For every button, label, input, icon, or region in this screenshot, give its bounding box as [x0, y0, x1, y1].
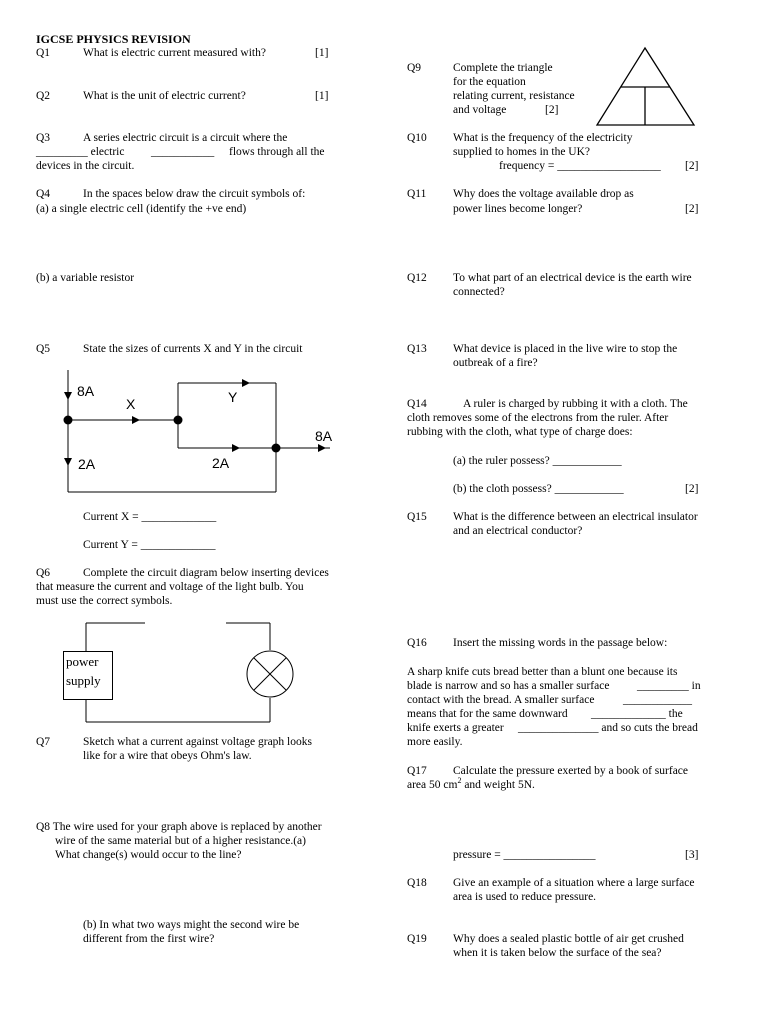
q17-superscript: 2	[457, 776, 462, 786]
q15-line1: What is the difference between an electrical insulator	[453, 511, 698, 523]
power-supply-box	[63, 651, 113, 700]
circuit-label-8a-in: 8A	[77, 383, 95, 399]
q11-line2: power lines become longer?	[453, 203, 583, 215]
q5-current-y: Current Y = _____________	[83, 539, 216, 551]
q19-number: Q19	[407, 933, 427, 945]
q6-line3: must use the correct symbols.	[36, 595, 173, 607]
q1-marks: [1]	[315, 47, 329, 59]
q3-line2a: _________ electric	[36, 146, 125, 158]
q16-passage-line4a: means that for the same downward	[407, 708, 568, 720]
q9-number: Q9	[407, 62, 422, 74]
q16-passage-line3a: contact with the bread. A smaller surface	[407, 694, 595, 706]
q6-circuit-diagram	[86, 623, 293, 722]
q3-line1: A series electric circuit is a circuit where the	[83, 132, 288, 144]
q16-passage-line3b: ____________	[623, 694, 692, 706]
q12-number: Q12	[407, 272, 427, 284]
q9-line2: for the equation	[453, 76, 526, 88]
q15-line2: and an electrical conductor?	[453, 525, 583, 537]
q9-marks: [2]	[545, 104, 559, 116]
circuit-label-8a-out: 8A	[315, 428, 333, 444]
q4-part-b: (b) a variable resistor	[36, 272, 135, 284]
circuit-label-2a-mid: 2A	[212, 455, 230, 471]
q19-line2: when it is taken below the surface of the sea?	[453, 947, 662, 959]
q5-text: State the sizes of currents X and Y in the circuit	[83, 343, 303, 355]
q10-line1: What is the frequency of the electricity	[453, 132, 633, 144]
q17-line2-area: area 50 cm	[407, 779, 458, 791]
q12-line1: To what part of an electrical device is the earth wire	[453, 272, 692, 284]
q6-line2: that measure the current and voltage of the light bulb. You	[36, 581, 304, 593]
q3-number: Q3	[36, 132, 51, 144]
circuit-label-2a-left: 2A	[78, 456, 96, 472]
q9-line1: Complete the triangle	[453, 62, 553, 74]
q18-line1: Give an example of a situation where a large surface	[453, 877, 695, 889]
q19-line1: Why does a sealed plastic bottle of air get crushed	[453, 933, 684, 945]
q18-line2: area is used to reduce pressure.	[453, 891, 597, 903]
q10-marks: [2]	[685, 160, 699, 172]
q11-marks: [2]	[685, 203, 699, 215]
q6-line1: Complete the circuit diagram below inserting devices	[83, 567, 329, 579]
q5-current-x: Current X = _____________	[83, 511, 217, 523]
q1-text: What is electric current measured with?	[83, 47, 266, 59]
q10-number: Q10	[407, 132, 427, 144]
q16-passage-line5b: ______________ and so cuts the bread	[518, 722, 698, 734]
q1-number: Q1	[36, 47, 51, 59]
q18-number: Q18	[407, 877, 427, 889]
psu-label-line2: supply	[66, 673, 101, 688]
q14-line1: A ruler is charged by rubbing it with a cloth. The	[463, 398, 688, 410]
q8-line2: wire of the same material but of a higher resistance.(a)	[55, 835, 306, 847]
q3-line3: devices in the circuit.	[36, 160, 135, 172]
q8-part-b-line2: different from the first wire?	[83, 933, 215, 945]
q11-number: Q11	[407, 188, 427, 200]
q10-line2: supplied to homes in the UK?	[453, 146, 591, 158]
q14-line3: rubbing with the cloth, what type of charge does:	[407, 426, 633, 438]
q17-number: Q17	[407, 765, 427, 777]
q3-line2b: ___________	[151, 146, 215, 158]
q12-line2: connected?	[453, 286, 505, 298]
q14-part-a: (a) the ruler possess? ____________	[453, 455, 622, 467]
q8-line1: Q8 The wire used for your graph above is replaced by another	[36, 821, 322, 833]
q14-line2: cloth removes some of the electrons from the ruler. After	[407, 412, 669, 424]
circuit-label-x: X	[126, 396, 136, 412]
q14-part-b: (b) the cloth possess? ____________	[453, 483, 624, 495]
q2-text: What is the unit of electric current?	[83, 90, 246, 102]
q2-number: Q2	[36, 90, 51, 102]
q15-number: Q15	[407, 511, 427, 523]
q11-line1: Why does the voltage available drop as	[453, 188, 634, 200]
q16-number: Q16	[407, 637, 427, 649]
q9-triangle	[597, 48, 694, 125]
q4-part-a: (a) a single electric cell (identify the +ve end)	[36, 203, 247, 215]
q7-number: Q7	[36, 736, 51, 748]
q16-passage-line5a: knife exerts a greater	[407, 722, 504, 734]
q17-marks: [3]	[685, 849, 699, 861]
q13-line2: outbreak of a fire?	[453, 357, 538, 369]
q7-line2: like for a wire that obeys Ohm's law.	[83, 750, 252, 762]
q16-passage-line4b: _____________ the	[591, 708, 683, 720]
q4-number: Q4	[36, 188, 51, 200]
q6-number: Q6	[36, 567, 51, 579]
q14-number: Q14	[407, 398, 427, 410]
q16-passage-line6: more easily.	[407, 736, 463, 748]
q17-line1: Calculate the pressure exerted by a book of surface	[453, 765, 689, 777]
q8-part-b-line1: (b) In what two ways might the second wire be	[83, 919, 300, 931]
q5-number: Q5	[36, 343, 51, 355]
q14-marks: [2]	[685, 483, 699, 495]
q16-passage-line2b: _________ in	[637, 680, 701, 692]
psu-label-line1: power	[66, 654, 99, 669]
q16-passage-line2a: blade is narrow and so has a smaller surface	[407, 680, 610, 692]
q4-line1: In the spaces below draw the circuit symbols of:	[83, 188, 306, 200]
q16-passage-line1: A sharp knife cuts bread better than a blunt one because its	[407, 666, 678, 678]
q13-line1: What device is placed in the live wire to stop the	[453, 343, 678, 355]
q2-marks: [1]	[315, 90, 329, 102]
q10-answer: frequency = __________________	[499, 160, 661, 172]
q17-line2-weight: and weight 5N.	[461, 779, 535, 791]
q9-line3: relating current, resistance	[453, 90, 575, 102]
q8-line3: What change(s) would occur to the line?	[55, 849, 242, 861]
page-title: IGCSE PHYSICS REVISION	[36, 32, 191, 46]
q3-line2c: flows through all the	[229, 146, 325, 158]
q9-line4: and voltage	[453, 104, 507, 116]
q13-number: Q13	[407, 343, 427, 355]
q17-line2	[407, 778, 535, 792]
circuit-label-y: Y	[228, 389, 238, 405]
q17-pressure-answer: pressure = ________________	[453, 849, 596, 861]
q7-line1: Sketch what a current against voltage graph looks	[83, 736, 312, 748]
q16-text: Insert the missing words in the passage below:	[453, 637, 668, 649]
